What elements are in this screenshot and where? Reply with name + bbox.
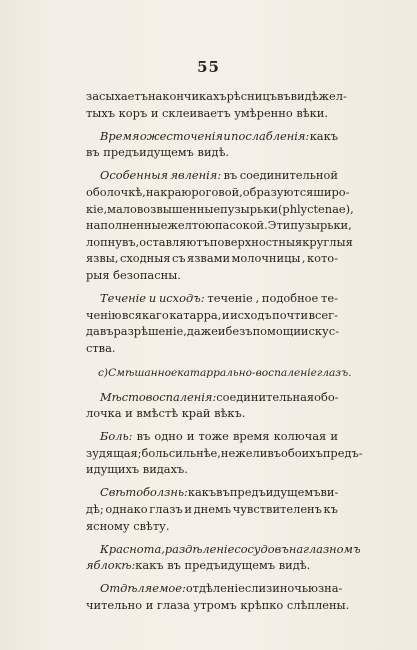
word: те- [321,291,338,306]
text-line [86,201,354,218]
word: ожесточенія [139,128,223,143]
word: предъидущемъ [229,485,321,500]
word: подобное [261,291,319,306]
text-line [86,105,338,122]
word: вѣкъ. [214,406,246,421]
word: исходъ: [158,291,205,306]
word: ченію [86,307,122,322]
word: обо- [314,389,339,404]
word: умѣренно [234,105,297,120]
word: въ [86,145,104,160]
word: Время [100,128,140,143]
word: глазъ [149,502,183,517]
word: глаза [156,598,194,613]
word: почти [272,307,309,322]
word: предъидущемъ [103,145,198,160]
word: Краснота, [100,541,165,556]
word: поверхностныя [209,234,303,249]
word: свѣту. [133,518,170,533]
word: колючая [273,429,327,444]
word: на [147,89,163,103]
word: днемъ [193,502,232,517]
word: желтою [167,218,215,233]
word: обоихъ [280,445,323,460]
word: Теченіе [100,291,147,306]
word: , [255,291,260,306]
word: дѣ; [86,502,104,517]
word: видахъ. [142,462,188,477]
word: нежели [220,445,268,460]
word: Боль: [100,429,133,444]
word: , [103,201,108,216]
word: Эти [267,218,291,233]
word: время [232,429,270,444]
word: сосудовъ [234,541,289,556]
word: и [330,429,338,444]
word: образуются [242,184,314,199]
word: край [181,406,215,421]
word: и [221,307,230,322]
text-line [86,217,352,234]
text-line [86,267,338,284]
text-line [86,428,338,445]
word: оболочкѣ, [86,184,146,199]
word: зудящая; [86,445,142,460]
word: ясному [86,518,134,533]
word: какъ [135,558,168,573]
word: катаррально-воспаленіе [177,367,317,380]
text-line [86,340,338,357]
word: и [125,406,137,421]
word: роговой, [191,184,243,199]
word: да [86,324,100,339]
word: тыхъ [86,105,119,120]
word: даже [186,324,218,339]
word: предъ- [322,445,363,460]
word: Особенныя [100,168,169,183]
word: c) [98,367,109,380]
word: склеиваетъ [162,105,235,120]
word: ви- [320,485,339,500]
word: слизи [244,581,280,596]
word: видѣ [290,89,319,103]
word: Отдѣляемое: [100,581,186,596]
text-line [86,518,338,535]
word: пузырьки, [290,218,352,233]
word: разрѣшеніе, [113,324,187,339]
word: предъидущемъ [184,558,279,573]
word: раздѣленіе [164,541,235,556]
word: вѣки. [296,105,328,120]
word: яблокѣ: [86,558,136,573]
word: всякаго [122,307,169,322]
word: чувствителенъ [232,502,322,517]
word: лопнувъ, [86,234,140,249]
word: одно [154,429,183,444]
word: лочка [86,406,126,421]
text-line [86,365,352,382]
word: какъ [309,128,338,143]
text-line [86,405,338,422]
word: идущихъ [86,462,143,477]
word: сходныя [119,251,171,266]
text-line [86,250,338,267]
text-line [86,234,353,251]
word: къ [323,502,338,517]
word: послабленія: [231,128,310,143]
text-line [86,597,350,614]
page-number: 55 [197,58,220,76]
text-line [86,307,338,324]
word: соединительная [216,389,315,404]
word: ства. [86,340,116,355]
word: молочницы [231,251,301,266]
text-line [86,484,338,501]
word: язвы, [86,251,119,266]
word: , [301,251,306,266]
word: и [186,429,195,444]
word: однако [105,502,148,517]
word: воспаленія: [145,389,217,404]
text-line [86,501,338,518]
word: засыхаетъ [86,89,148,103]
text-line [86,88,347,105]
word: широ- [313,184,350,199]
word: вмѣстѣ [136,406,182,421]
body-text [86,88,363,614]
word: пузырьки [220,201,278,216]
word: на [145,184,161,199]
word: глазъ. [316,367,352,380]
word: (phlyctenae), [277,201,354,216]
word: чительно [86,598,146,613]
word: тоже [198,429,229,444]
word: безъ [225,324,253,339]
word: на [288,541,304,556]
text-line [86,144,338,161]
word: отдѣленіе [185,581,245,596]
word: коръ [118,105,151,120]
text-line [86,323,338,340]
word: наполненные [86,218,168,233]
word: ночью [279,581,318,596]
text-line [86,461,338,478]
word: видѣ. [197,145,230,160]
word: въ [99,324,114,339]
word: круглыя [302,234,353,249]
word: зна- [317,581,343,596]
word: въ [167,558,185,573]
word: рѣсницъ [226,89,277,103]
word: всег- [308,307,338,322]
word: и [223,128,231,143]
word: крѣпко [240,598,287,613]
word: Мѣсто [100,389,146,404]
text-line [86,184,350,201]
word: маловозвышенные [107,201,221,216]
word: глазномъ [303,541,361,556]
word: боль [141,445,169,460]
text-line [86,389,338,406]
word: катарра, [169,307,222,322]
word: кіе [86,201,104,216]
text-line [86,541,361,558]
word: утромъ [193,598,241,613]
word: искус- [300,324,339,339]
word: безопасны. [113,267,181,282]
word: въ [267,445,281,460]
word: краю [160,184,192,199]
word: въ [216,485,230,500]
word: сильнѣе, [168,445,221,460]
word: явленія: [170,168,222,183]
word: и [148,291,157,306]
word: въ [276,89,291,103]
word: слѣплены. [286,598,350,613]
word: и [184,502,192,517]
text-line [86,557,338,574]
word: помощи [252,324,301,339]
word: какъ [187,485,217,500]
word: и [217,324,226,339]
text-line [86,290,338,307]
word: жел- [318,89,347,103]
word: рыя [86,267,114,282]
word: съ [171,251,186,266]
text-line [86,445,363,462]
word: Свѣтоболзнь: [100,485,188,500]
word: кото- [307,251,338,266]
word: исходъ [230,307,272,322]
word: въ [136,429,151,444]
word: соединительной [239,168,338,183]
word: теченіе [207,291,253,306]
text-line [86,167,338,184]
word: видѣ. [278,558,311,573]
word: и [145,598,157,613]
word: въ [223,168,238,183]
word: пасокой. [214,218,268,233]
word: язвами [187,251,231,266]
word: Смѣшанное [108,367,178,380]
text-line [86,580,343,597]
text-line [86,128,338,145]
word: оставляютъ [139,234,210,249]
word: кончикахъ [162,89,227,103]
word: и [150,105,163,120]
